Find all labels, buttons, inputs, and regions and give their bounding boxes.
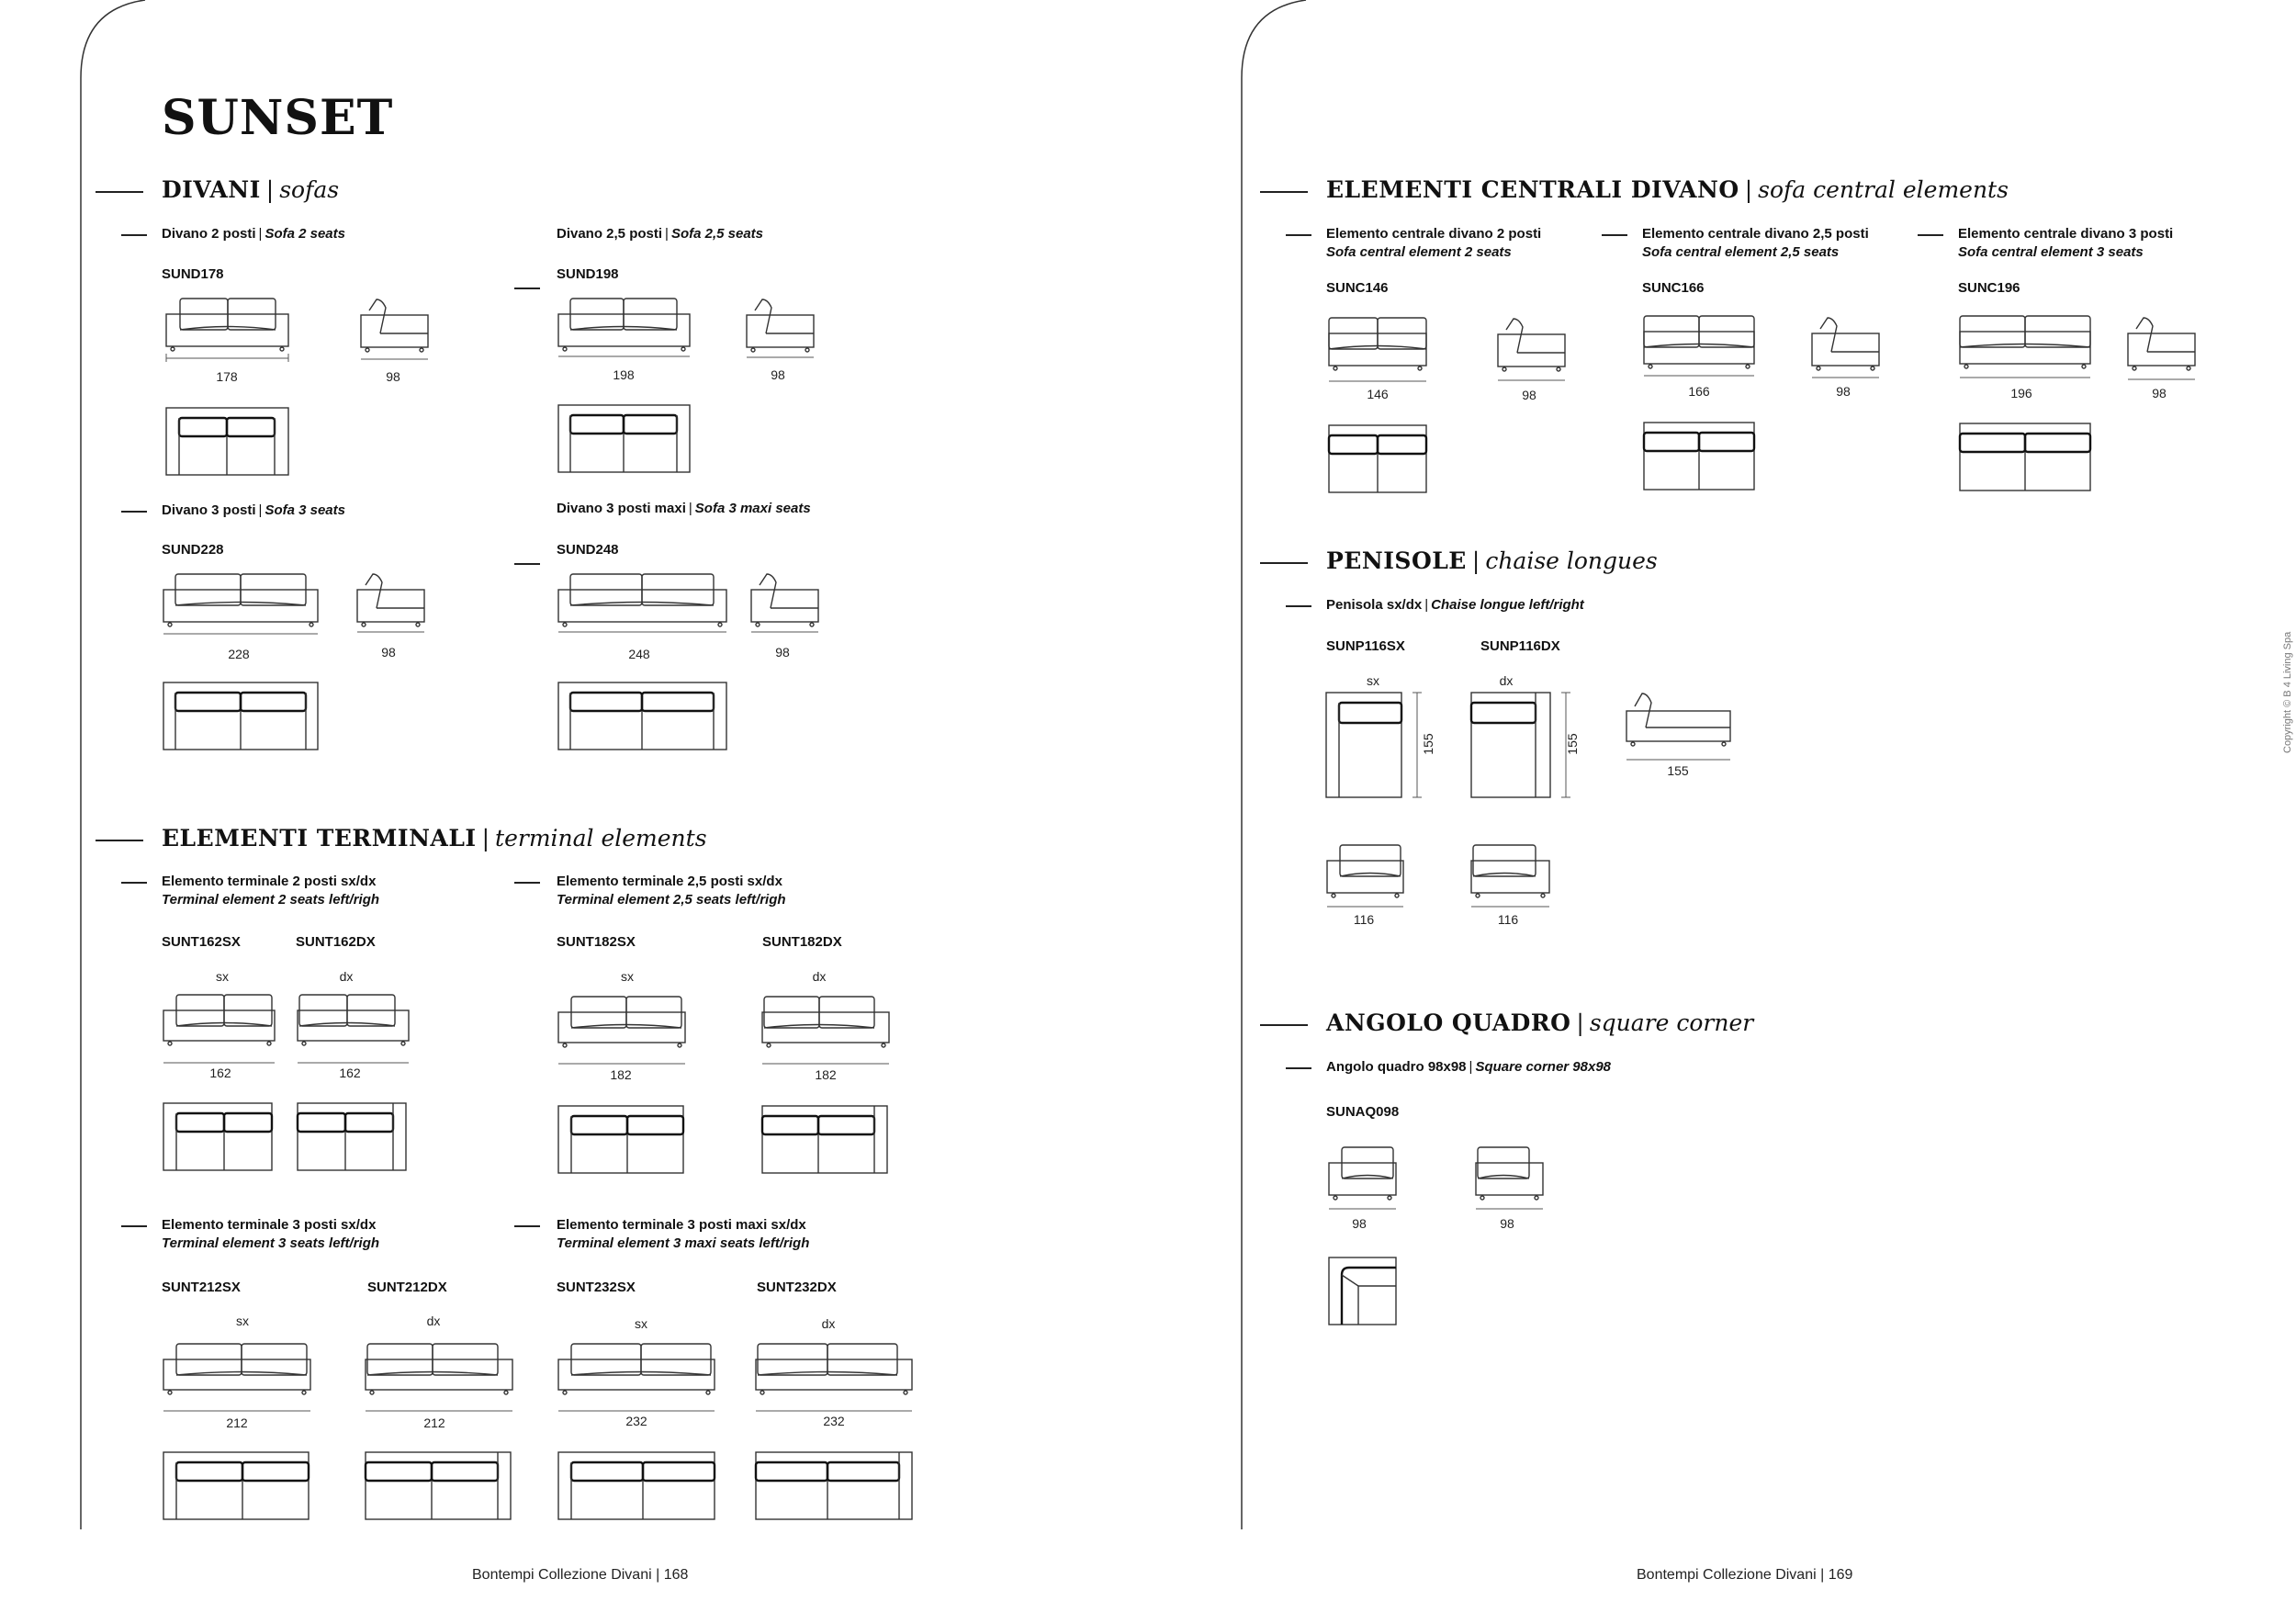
central-top-view-icon [1643,422,1755,491]
item-name-en: Sofa central element 3 seats [1958,244,2144,260]
dimension-depth: 98 [775,645,790,660]
item-title-t2 [162,873,379,909]
terminal-dx-top-icon [365,1451,512,1520]
sofa-side-view-icon [746,297,815,361]
item-name: Elemento terminale 3 posti maxi sx/dx [557,1217,806,1233]
item-rule [1918,234,1943,236]
item-title-d3: Divano 3 posti | Sofa 3 seats [162,502,345,518]
chaise-dx-top-icon [1470,692,1581,798]
sofa-top-view-icon [163,682,319,750]
footer-right-page: Bontempi Collezione Divani | 169 [1637,1567,1853,1583]
item-title-c25 [1642,225,1869,262]
sofa-side-view-icon [360,297,429,361]
terminal-dx-front-icon [365,1341,513,1415]
item-name-en: Sofa 3 seats [264,502,345,518]
section-name: ANGOLO QUADRO [1326,1009,1571,1036]
item-name: Elemento terminale 2,5 posti sx/dx [557,874,782,889]
item-title-d2: Divano 2 posti | Sofa 2 seats [162,226,345,242]
terminal-dx-front-icon [297,992,410,1066]
sofa-side-view-icon [356,571,425,636]
product-code-dx: SUNT232DX [757,1280,837,1295]
central-side-view-icon [2127,315,2196,384]
item-name: Divano 3 posti [162,502,256,518]
item-title-c2 [1326,225,1541,262]
product-code-sx: SUNP116SX [1326,638,1405,654]
chaise-sx-top-icon [1325,692,1422,798]
dimension-width: 182 [815,1067,837,1082]
section-heading-centrali: ELEMENTI CENTRALI DIVANO | sofa central elements [1326,176,2009,203]
section-translation: sofa central elements [1758,176,2009,203]
section-rule [96,840,143,841]
footer-left-page: Bontempi Collezione Divani | 168 [472,1567,689,1583]
section-heading-angolo: ANGOLO QUADRO | square corner [1326,1009,1754,1036]
central-side-view-icon [1811,315,1880,384]
terminal-sx-front-icon [557,994,686,1067]
dimension-width: 146 [1367,387,1389,401]
item-rule [121,234,147,236]
section-rule [1260,191,1308,193]
side-label-dx: dx [821,1316,836,1331]
dimension-depth: 98 [2152,386,2167,400]
terminal-sx-top-icon [163,1451,310,1520]
item-name-en: Terminal element 3 seats left/righ [162,1235,380,1251]
item-rule [1602,234,1627,236]
central-top-view-icon [1328,424,1427,493]
item-rule [121,1225,147,1227]
product-code: SUNC146 [1326,280,1389,296]
dimension-width: 116 [1497,912,1519,927]
dimension-width: 248 [628,647,650,661]
item-name-en: Sofa 2 seats [264,226,345,242]
dimension-depth: 98 [1522,388,1536,402]
corner-side-view-icon [1475,1145,1544,1213]
product-code-sx: SUNT232SX [557,1280,636,1295]
product-code: SUND178 [162,266,224,282]
side-label-sx: sx [1367,673,1379,688]
terminal-dx-top-icon [761,1105,888,1174]
terminal-sx-top-icon [163,1102,273,1171]
item-name-en: Terminal element 2,5 seats left/righ [557,892,786,908]
section-heading-terminali: ELEMENTI TERMINALI | terminal elements [162,825,707,851]
section-name: ELEMENTI TERMINALI [162,825,477,851]
product-code-sx: SUNT182SX [557,934,636,950]
side-label-sx: sx [621,969,634,984]
product-code: SUNAQ098 [1326,1104,1400,1120]
item-name-en: Terminal element 2 seats left/righ [162,892,380,908]
item-title-p: Penisola sx/dx | Chaise longue left/right [1326,597,1584,613]
section-translation: chaise longues [1485,547,1658,574]
chaise-side-view-icon [1626,691,1731,764]
item-rule [514,288,540,289]
central-front-view-icon [1959,313,2091,382]
product-code-dx: SUNT212DX [367,1280,447,1295]
item-rule [121,511,147,513]
dimension-depth: 98 [771,367,785,382]
terminal-sx-front-icon [163,1341,311,1415]
section-name: DIVANI [162,176,261,203]
chaise-dx-front-icon [1470,842,1550,911]
dimension-width: 212 [423,1415,445,1430]
item-title-aq: Angolo quadro 98x98 | Square corner 98x98 [1326,1059,1612,1075]
dimension-depth: 98 [381,645,396,660]
dimension-width: 178 [216,369,238,384]
page-title: SUNSET [162,90,394,146]
dimension-width: 232 [823,1414,845,1428]
item-title-d3m: Divano 3 posti maxi | Sofa 3 maxi seats [557,501,811,516]
side-label-dx: dx [426,1314,441,1328]
dimension-width: 232 [625,1414,647,1428]
terminal-dx-top-icon [297,1102,407,1171]
item-name-en: Sofa central element 2,5 seats [1642,244,1840,260]
central-front-view-icon [1643,313,1755,382]
dimension-width: 98 [1500,1216,1514,1231]
central-side-view-icon [1497,316,1566,385]
item-name: Elemento terminale 3 posti sx/dx [162,1217,377,1233]
item-rule [1286,234,1311,236]
item-name-en: Sofa 3 maxi seats [694,501,811,516]
side-label-sx: sx [236,1314,249,1328]
dimension-width: 162 [209,1066,231,1080]
item-rule [1286,605,1311,607]
section-translation: terminal elements [495,825,707,851]
product-code: SUND198 [557,266,619,282]
section-translation: square corner [1589,1009,1754,1036]
section-rule [96,191,143,193]
terminal-dx-front-icon [755,1341,913,1415]
terminal-dx-top-icon [755,1451,913,1520]
section-translation: sofas [279,176,340,203]
sofa-front-view-icon [557,571,727,636]
dimension-width: 98 [1352,1216,1367,1231]
item-name-en: Chaise longue left/right [1431,597,1584,613]
section-rule [1260,562,1308,564]
terminal-sx-front-icon [557,1341,715,1415]
dimension-width: 182 [610,1067,632,1082]
item-title-t25 [557,873,786,909]
sofa-top-view-icon [165,407,289,476]
sofa-front-view-icon [557,296,691,360]
terminal-sx-top-icon [557,1451,715,1520]
item-name: Elemento terminale 2 posti sx/dx [162,874,377,889]
item-name: Angolo quadro 98x98 [1326,1059,1467,1075]
dimension-depth: 98 [386,369,400,384]
side-label-dx: dx [339,969,354,984]
terminal-dx-front-icon [761,994,890,1067]
item-name: Divano 2,5 posti [557,226,663,242]
item-name: Elemento centrale divano 3 posti [1958,226,2174,242]
sofa-front-view-icon [163,571,319,636]
item-name-en: Sofa central element 2 seats [1326,244,1512,260]
item-name-en: Terminal element 3 maxi seats left/righ [557,1235,810,1251]
corner-front-view-icon [1328,1145,1397,1213]
item-name-en: Sofa 2,5 seats [670,226,763,242]
product-code: SUND248 [557,542,619,558]
item-name: Divano 2 posti [162,226,256,242]
dimension-width: 196 [2010,386,2032,400]
item-rule [121,882,147,884]
terminal-sx-top-icon [557,1105,684,1174]
product-code-sx: SUNT162SX [162,934,241,950]
side-label-dx: dx [1499,673,1514,688]
dimension-width: 198 [613,367,635,382]
section-name: PENISOLE [1326,547,1467,574]
item-title-t3 [162,1216,379,1253]
dimension-length: 155 [1667,763,1689,778]
sofa-top-view-icon [557,682,727,750]
item-name: Penisola sx/dx [1326,597,1423,613]
dimension-width: 228 [228,647,250,661]
dimension-width: 212 [226,1415,248,1430]
item-rule [1286,1067,1311,1069]
chaise-sx-front-icon [1326,842,1404,911]
product-code-dx: SUNT162DX [296,934,376,950]
item-title-t3m [557,1216,809,1253]
sofa-side-view-icon [750,571,819,636]
item-title-d25: Divano 2,5 posti | Sofa 2,5 seats [557,226,763,242]
item-name: Elemento centrale divano 2,5 posti [1642,226,1869,242]
dimension-width: 166 [1688,384,1710,399]
section-heading-divani: DIVANI | sofas [162,176,340,203]
dimension-depth: 155 [1565,733,1580,755]
side-label-sx: sx [216,969,229,984]
item-name-en: Square corner 98x98 [1475,1059,1612,1075]
dimension-width: 116 [1353,912,1375,927]
central-front-view-icon [1328,315,1427,384]
corner-top-view-icon [1328,1257,1397,1325]
terminal-sx-front-icon [163,992,276,1066]
item-rule [514,1225,540,1227]
product-code: SUNC196 [1958,280,2020,296]
product-code: SUNC166 [1642,280,1705,296]
item-name: Divano 3 posti maxi [557,501,686,516]
section-name: ELEMENTI CENTRALI DIVANO [1326,176,1739,203]
product-code: SUND228 [162,542,224,558]
side-label-sx: sx [635,1316,647,1331]
item-title-c3 [1958,225,2173,262]
dimension-depth: 98 [1836,384,1851,399]
item-rule [514,882,540,884]
copyright-note: Copyright © B 4 Living Spa [2282,631,2293,753]
section-heading-penisole: PENISOLE | chaise longues [1326,547,1658,574]
item-name: Elemento centrale divano 2 posti [1326,226,1542,242]
sofa-front-view-icon [165,296,289,360]
section-rule [1260,1024,1308,1026]
dimension-width: 162 [339,1066,361,1080]
product-code-dx: SUNP116DX [1480,638,1560,654]
side-label-dx: dx [812,969,827,984]
sofa-top-view-icon [557,404,691,473]
item-rule [514,563,540,565]
product-code-sx: SUNT212SX [162,1280,241,1295]
product-code-dx: SUNT182DX [762,934,842,950]
dimension-depth: 155 [1421,733,1435,755]
central-top-view-icon [1959,423,2091,491]
